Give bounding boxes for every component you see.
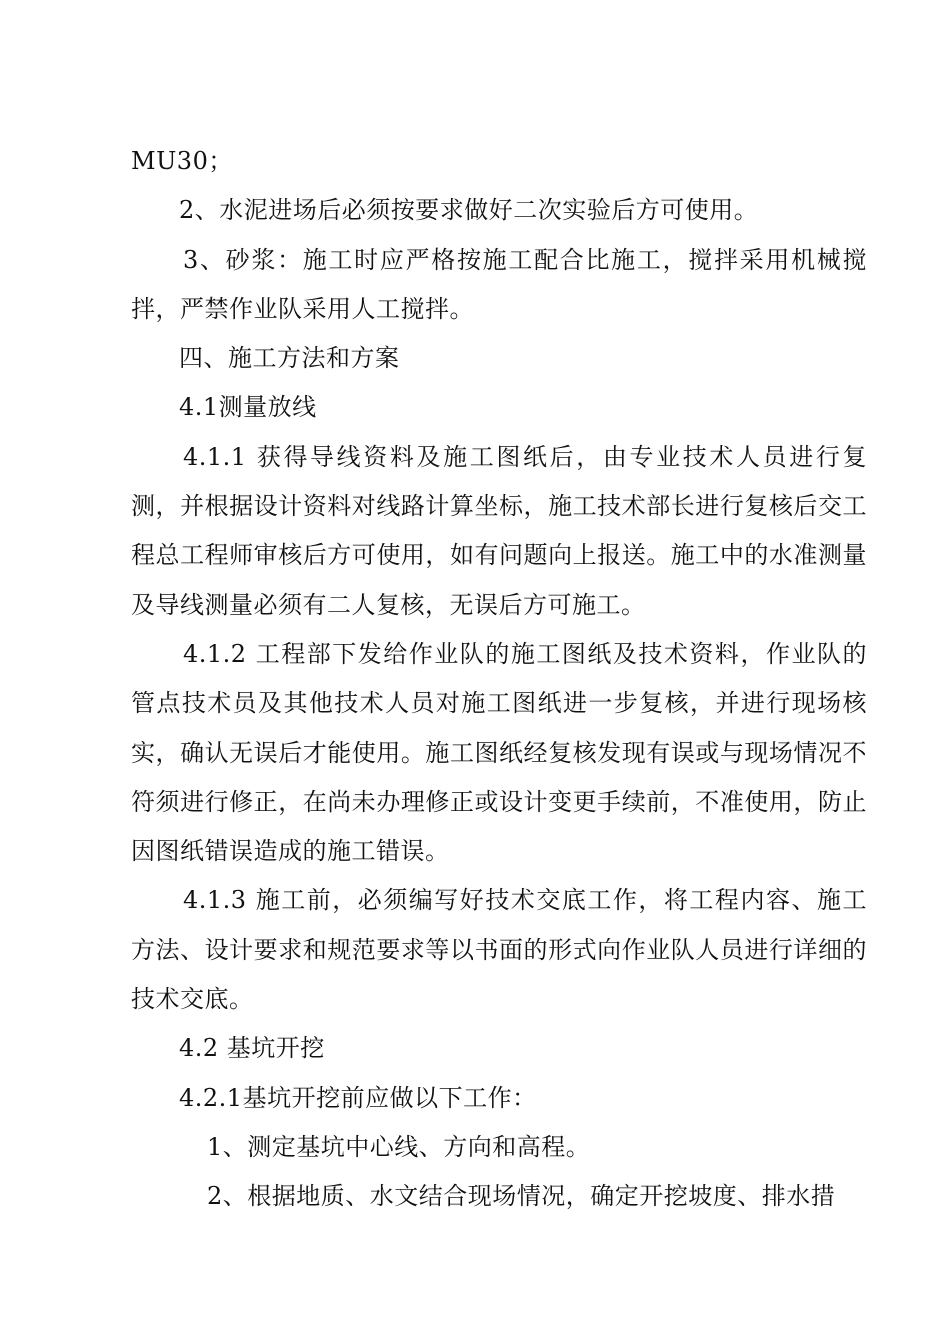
list-item-1: 1、测定基坑中心线、方向和高程。 [207, 1132, 591, 1161]
paragraph-4-1-2: 4.1.2 工程部下发给作业队的施工图纸及技术资料，作业队的管点技术员及其他技术人员对施工图纸进一步复核，并进行现场核实，确认无误后才能使用。施工图纸经复核发现有误或与现场情况不符须进行修正，在尚未办理修正或设计变更手续前，不准使用，防止因图纸错误造成的施工错误。 [131, 639, 867, 866]
paragraph-4-2-1: 4.2.1基坑开挖前应做以下工作： [179, 1083, 537, 1112]
paragraph-mortar: 3、砂浆：施工时应严格按施工配合比施工，搅拌采用机械搅拌，严禁作业队采用人工搅拌。 [131, 245, 867, 323]
subsection-heading-4-1: 4.1测量放线 [179, 393, 317, 422]
subsection-heading-4-2: 4.2 基坑开挖 [179, 1034, 325, 1063]
list-item-2: 2、根据地质、水文结合现场情况，确定开挖坡度、排水措 [207, 1182, 836, 1211]
paragraph-cement: 2、水泥进场后必须按要求做好二次实验后方可使用。 [179, 196, 759, 225]
section-heading-4: 四、施工方法和方案 [179, 344, 400, 373]
document-body [131, 137, 867, 1222]
paragraph-4-1-3: 4.1.3 施工前，必须编写好技术交底工作，将工程内容、施工方法、设计要求和规范要求等以书面的形式向作业队人员进行详细的技术交底。 [131, 886, 867, 1014]
paragraph-4-1-1: 4.1.1 获得导线资料及施工图纸后，由专业技术人员进行复测，并根据设计资料对线路计算坐标，施工技术部长进行复核后交工程总工程师审核后方可使用，如有问题向上报送。施工中的水准测量及导线测量必须有二人复核，无误后方可施工。 [131, 442, 867, 619]
paragraph-mu30: MU30； [131, 147, 233, 175]
